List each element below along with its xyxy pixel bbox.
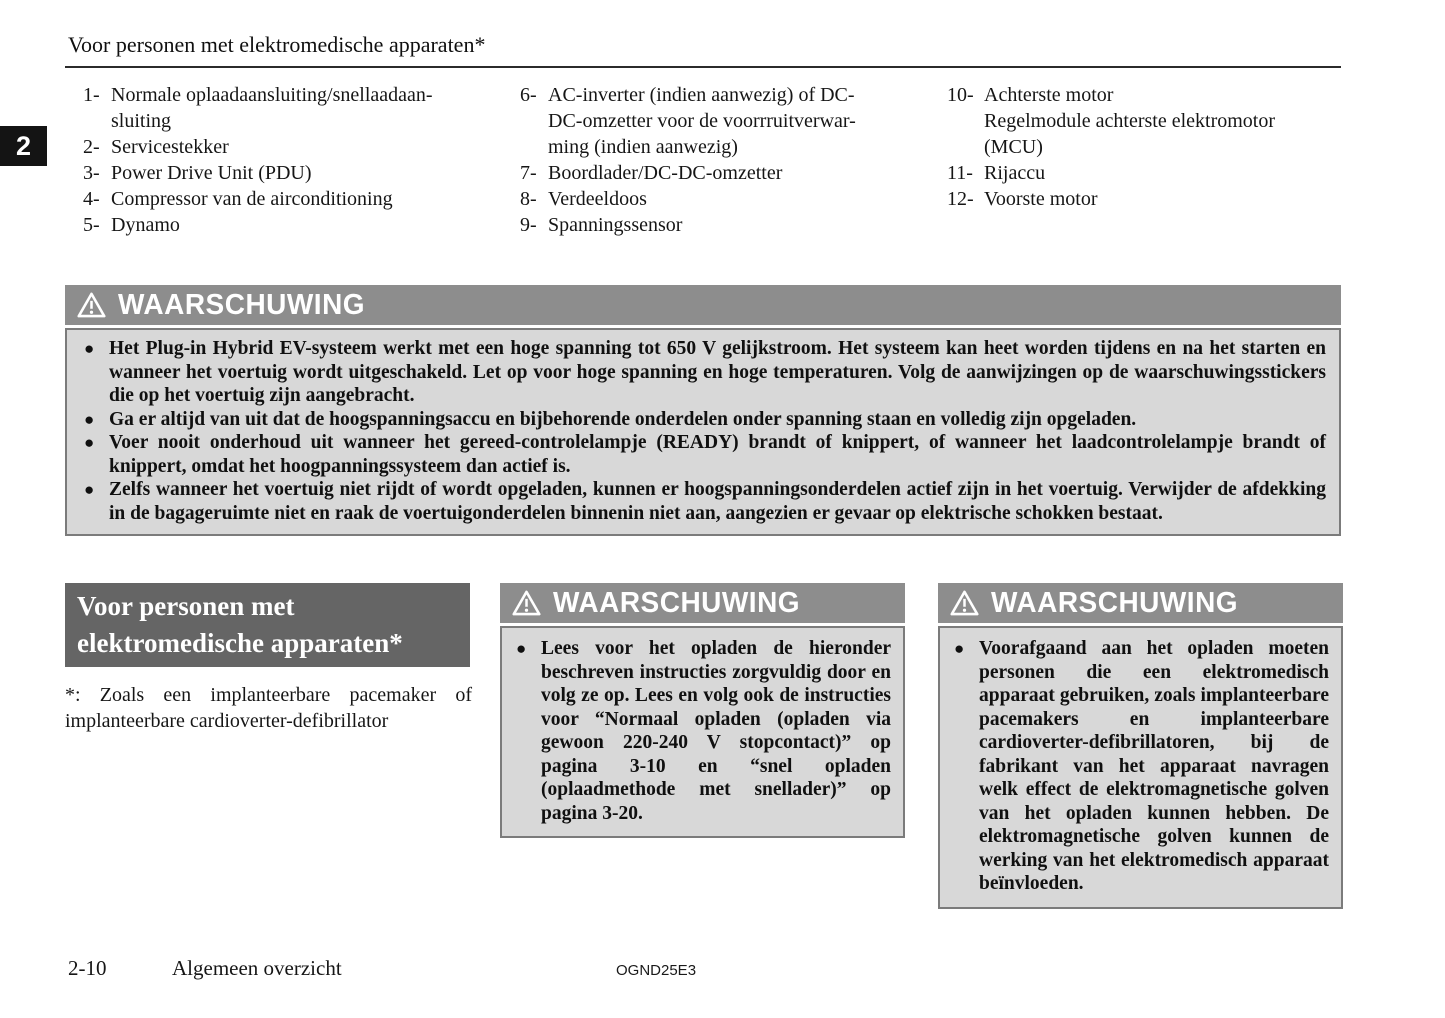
part-name: Power Drive Unit (PDU) bbox=[111, 162, 312, 184]
warning-bullet: ● Lees voor het opladen de hieronder beschreven instructies zorgvuldig door en volg ze op. Lees en volg ook de instructies voor “Normaal opladen (opladen via gewoon 220-240 V stopcontact)” op pagina 3-10 en “snel opladen (oplaadmethode met snellader)” op pagina 3-20. bbox=[515, 637, 891, 825]
parts-list-column-2 bbox=[520, 82, 940, 238]
warning-bullet: ● Zelfs wanneer het voertuig niet rijdt of wordt opgeladen, kunnen er hoogspanningsonderdelen actief zijn in het voertuig. Verwijder de afdekking in de bagageruimte niet en raak de voertuigonderdelen binnenin niet aan, aangezien er gevaar op elektrische schokken bestaat. bbox=[83, 478, 1326, 525]
part-name: Voorste motor bbox=[984, 188, 1098, 210]
warning-body bbox=[938, 626, 1343, 909]
parts-list-column-1 bbox=[83, 82, 503, 238]
section-title-box bbox=[65, 583, 470, 667]
list-item bbox=[83, 134, 503, 160]
list-item bbox=[947, 82, 1341, 160]
part-number: 4- bbox=[83, 188, 100, 210]
warning-bullet: ● Voorafgaand aan het opladen moeten personen die een elektromedisch apparaat gebruiken, zoals implanteerbare pacemakers en implanteerbare cardioverter-defibrillatoren, bij de fabrikant van het apparaat navragen welk effect de elektromagnetische golven van het opladen kunnen hebben. De elektromagnetische golven kunnen de werking van het elektromedisch apparaat beïnvloeden. bbox=[953, 637, 1329, 896]
part-name: Normale oplaadaansluiting/snellaadaan- sluiting bbox=[111, 84, 433, 132]
footer-section-title: Algemeen overzicht bbox=[172, 956, 342, 980]
part-name: Servicestekker bbox=[111, 136, 229, 158]
part-number: 8- bbox=[520, 188, 537, 210]
chapter-tab: 2 bbox=[0, 126, 47, 166]
warning-title: WAARSCHUWING bbox=[553, 586, 801, 619]
warning-box-main bbox=[65, 285, 1341, 536]
warning-header bbox=[65, 285, 1341, 325]
part-number: 3- bbox=[83, 162, 100, 184]
warning-body bbox=[65, 328, 1341, 536]
part-name: Rijaccu bbox=[984, 162, 1046, 184]
part-number: 10- bbox=[947, 84, 974, 106]
page-title: Voor personen met elektromedische apparaten* bbox=[68, 32, 486, 57]
part-name: Dynamo bbox=[111, 214, 180, 236]
warning-triangle-icon bbox=[949, 589, 980, 617]
warning-header bbox=[500, 583, 905, 623]
heading-divider bbox=[65, 66, 1341, 68]
warning-box-medical bbox=[938, 583, 1343, 909]
part-number: 11- bbox=[947, 162, 973, 184]
part-name: Boordlader/DC-DC-omzetter bbox=[548, 162, 783, 184]
list-item bbox=[83, 82, 503, 134]
footnote: *: Zoals een implanteerbare pacemaker of implanteerbare cardioverter-defibrillator bbox=[65, 684, 472, 732]
list-item bbox=[520, 186, 940, 212]
part-name: Compressor van de airconditioning bbox=[111, 188, 393, 210]
warning-header bbox=[938, 583, 1343, 623]
part-name: AC-inverter (indien aanwezig) of DC- DC-omzetter voor de voorrruitverwar- ming (indien aanwezig) bbox=[548, 84, 856, 158]
list-item bbox=[947, 186, 1341, 212]
warning-body bbox=[500, 626, 905, 838]
list-item bbox=[520, 82, 940, 160]
part-number: 9- bbox=[520, 214, 537, 236]
list-item bbox=[520, 160, 940, 186]
parts-list-column-3 bbox=[947, 82, 1341, 212]
part-name: Achterste motor Regelmodule achterste elektromotor (MCU) bbox=[984, 84, 1276, 158]
warning-bullet: ● Voer nooit onderhoud uit wanneer het gereed-controlelampje (READY) brandt of knippert, of wanneer het laadcontrolelampje brandt of knippert, omdat het hoogpanningssysteem dan actief is. bbox=[83, 431, 1326, 478]
footer-doc-code: OGND25E3 bbox=[616, 962, 697, 979]
part-number: 1- bbox=[83, 84, 100, 106]
footer-page-number: 2-10 bbox=[68, 956, 107, 980]
list-item bbox=[947, 160, 1341, 186]
warning-bullet: ● Ga er altijd van uit dat de hoogspanningsaccu en bijbehorende onderdelen onder spanning staan en volledig zijn opgeladen. bbox=[83, 408, 1326, 432]
part-name: Verdeeldoos bbox=[548, 188, 647, 210]
part-number: 5- bbox=[83, 214, 100, 236]
list-item bbox=[520, 212, 940, 238]
part-number: 7- bbox=[520, 162, 537, 184]
section-title-line: elektromedische apparaten* bbox=[77, 628, 403, 658]
warning-title: WAARSCHUWING bbox=[991, 586, 1239, 619]
warning-triangle-icon bbox=[511, 589, 542, 617]
list-item bbox=[83, 186, 503, 212]
section-title-line: Voor personen met bbox=[77, 591, 295, 621]
part-number: 2- bbox=[83, 136, 100, 158]
part-number: 12- bbox=[947, 188, 974, 210]
warning-title: WAARSCHUWING bbox=[118, 288, 366, 321]
list-item bbox=[83, 160, 503, 186]
warning-triangle-icon bbox=[76, 291, 107, 319]
part-number: 6- bbox=[520, 84, 537, 106]
warning-box-charging bbox=[500, 583, 905, 838]
list-item bbox=[83, 212, 503, 238]
warning-bullet: ● Het Plug-in Hybrid EV-systeem werkt met een hoge spanning tot 650 V gelijkstroom. Het systeem kan heet worden tijdens en na het starten en wanneer het voertuig wordt uitgeschakeld. Let op voor hoge spanning en hoge temperaturen. Volg de aanwijzingen op de waarschuwingsstickers die op het voertuig zijn aangebracht. bbox=[83, 337, 1326, 408]
part-name: Spanningssensor bbox=[548, 214, 683, 236]
